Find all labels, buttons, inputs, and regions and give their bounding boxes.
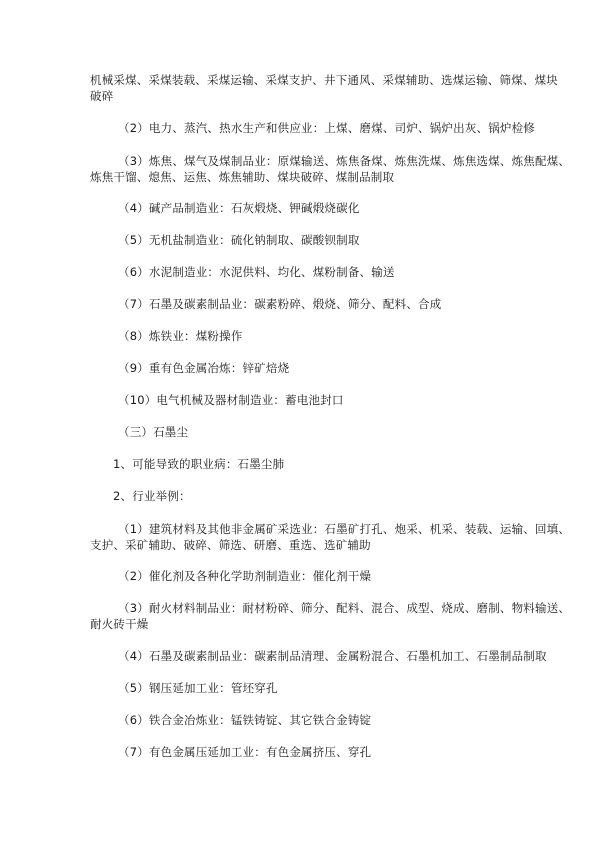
text-line: （2）催化剂及各种化学助剂制造业：催化剂干燥 [118,569,372,583]
text-line: 支护、采矿辅助、破碎、筛选、研磨、重选、选矿辅助 [90,538,371,552]
section-heading: （三）石墨尘 [118,425,189,439]
text-line: （4）碱产品制造业：石灰煅烧、钾碱煅烧碳化 [118,201,360,215]
text-line: （9）重有色金属冶炼：锌矿焙烧 [118,361,290,375]
text-line: （6）水泥制造业：水泥供料、均化、煤粉制备、输送 [118,265,395,279]
text-line: 炼焦干馏、熄焦、运焦、炼焦辅助、煤块破碎、煤制品制取 [90,170,395,184]
text-line: （5）无机盐制造业：硫化钠制取、碳酸钡制取 [118,233,360,247]
text-line: 2、行业举例： [113,489,191,503]
text-line: （7）石墨及碳素制品业：碳素粉碎、煅烧、筛分、配料、合成 [118,297,442,311]
text-line: （3）耐火材料制品业：耐材粉碎、筛分、配料、混合、成型、烧成、磨制、物料输送、 [118,601,571,615]
text-line: （6）铁合金冶炼业：锰铁铸锭、其它铁合金铸锭 [118,713,372,727]
text-line: 破碎 [90,89,114,103]
text-line: （1）建筑材料及其他非金属矿采选业：石墨矿打孔、炮采、机采、装载、运输、回填、 [118,522,571,536]
text-line: 1、可能导致的职业病：石墨尘肺 [113,457,285,471]
text-line: （7）有色金属压延加工业：有色金属挤压、穿孔 [118,745,372,759]
text-line: 耐火砖干燥 [90,617,149,631]
text-line: （8）炼铁业：煤粉操作 [118,329,243,343]
text-line: 机械采煤、采煤装载、采煤运输、采煤支护、井下通风、采煤辅助、选煤运输、筛煤、煤块 [90,73,558,87]
text-line: （5）钢压延加工业：管坯穿孔 [118,681,278,695]
text-line: （10）电气机械及器材制造业：蓄电池封口 [118,393,344,407]
text-line: （2）电力、蒸汽、热水生产和供应业：上煤、磨煤、司炉、锅炉出灰、锅炉检修 [118,121,536,135]
text-line: （3）炼焦、煤气及煤制品业：原煤输送、炼焦备煤、炼焦洗煤、炼焦选煤、炼焦配煤、 [118,154,571,168]
text-line: （4）石墨及碳素制品业：碳素制品清理、金属粉混合、石墨机加工、石墨制品制取 [118,649,547,663]
